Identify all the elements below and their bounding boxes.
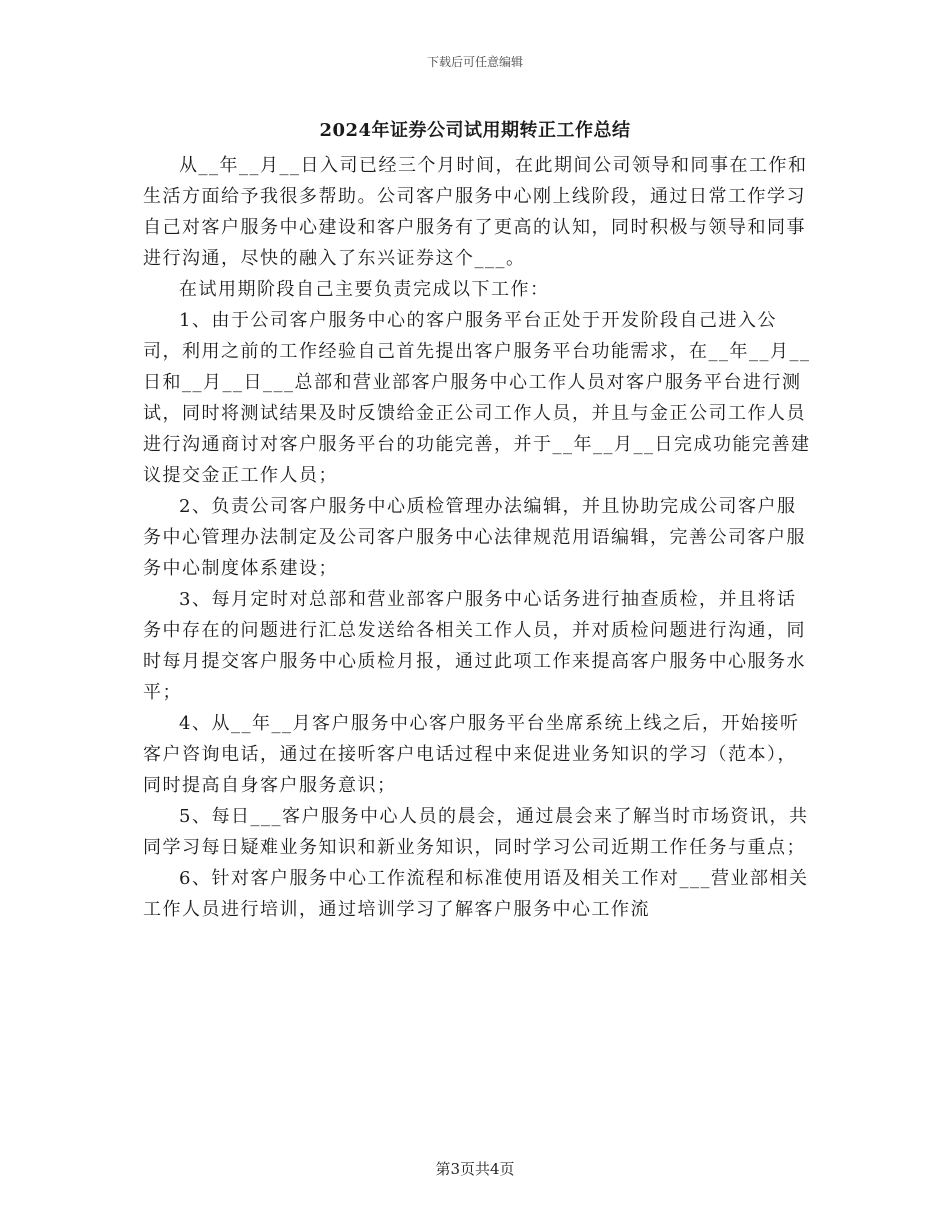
- paragraph-work-intro: 在试用期阶段自己主要负责完成以下工作：: [179, 279, 550, 300]
- page-header: 下载后可任意编辑: [426, 55, 523, 69]
- document-body: [143, 150, 813, 925]
- paragraph-item-6: 6、针对客户服务中心工作流程和标准使用语及相关工作对___营业部相关工作人员进行培训，通过培训学习了解客户服务中心工作流: [143, 868, 809, 920]
- paragraph-item-4: 4、从__年__月客户服务中心客户服务平台坐席系统上线之后，开始接听客户咨询电话，通过在接听客户电话过程中来促进业务知识的学习（范本），同时提高自身客户服务意识；: [143, 713, 800, 796]
- paragraph-item-5: 5、每日___客户服务中心人员的晨会，通过晨会来了解当时市场资讯，共同学习每日疑难业务知识和新业务知识，同时学习公司近期工作任务与重点；: [143, 806, 809, 858]
- paragraph-item-2: 2、负责公司客户服务中心质检管理办法编辑，并且协助完成公司客户服务中心管理办法制定及公司客户服务中心法律规范用语编辑，完善公司客户服务中心制度体系建设；: [143, 496, 806, 579]
- paragraph-item-3: 3、每月定时对总部和营业部客户服务中心话务进行抽查质检，并且将话务中存在的问题进行汇总发送给各相关工作人员，并对质检问题进行沟通，同时每月提交客户服务中心质检月报，通过此项工作来提高客户服务中心服务水平；: [143, 589, 806, 703]
- paragraph-item-1: 1、由于公司客户服务中心的客户服务平台正处于开发阶段自己进入公司，利用之前的工作经验自己首先提出客户服务平台功能需求，在__年__月__日和__月__日___总部和营业部客户服务中心工作人员对客户服务平台进行测试，同时将测试结果及时反馈给金正公司工作人员，并且与金正公司工作人员进行沟通商讨对客户服务平台的功能完善，并于__年__月__日完成功能完善建议提交金正工作人员；: [143, 310, 811, 486]
- paragraph-intro: 从__年__月__日入司已经三个月时间，在此期间公司领导和同事在工作和生活方面给予我很多帮助。公司客户服务中心刚上线阶段，通过日常工作学习自己对客户服务中心建设和客户服务有了更高的认知，同时积极与领导和同事进行沟通，尽快的融入了东兴证券这个___。: [143, 155, 808, 269]
- document-title: 2024年证券公司试用期转正工作总结: [319, 120, 631, 141]
- page-footer: 第3页共4页: [435, 1160, 515, 1178]
